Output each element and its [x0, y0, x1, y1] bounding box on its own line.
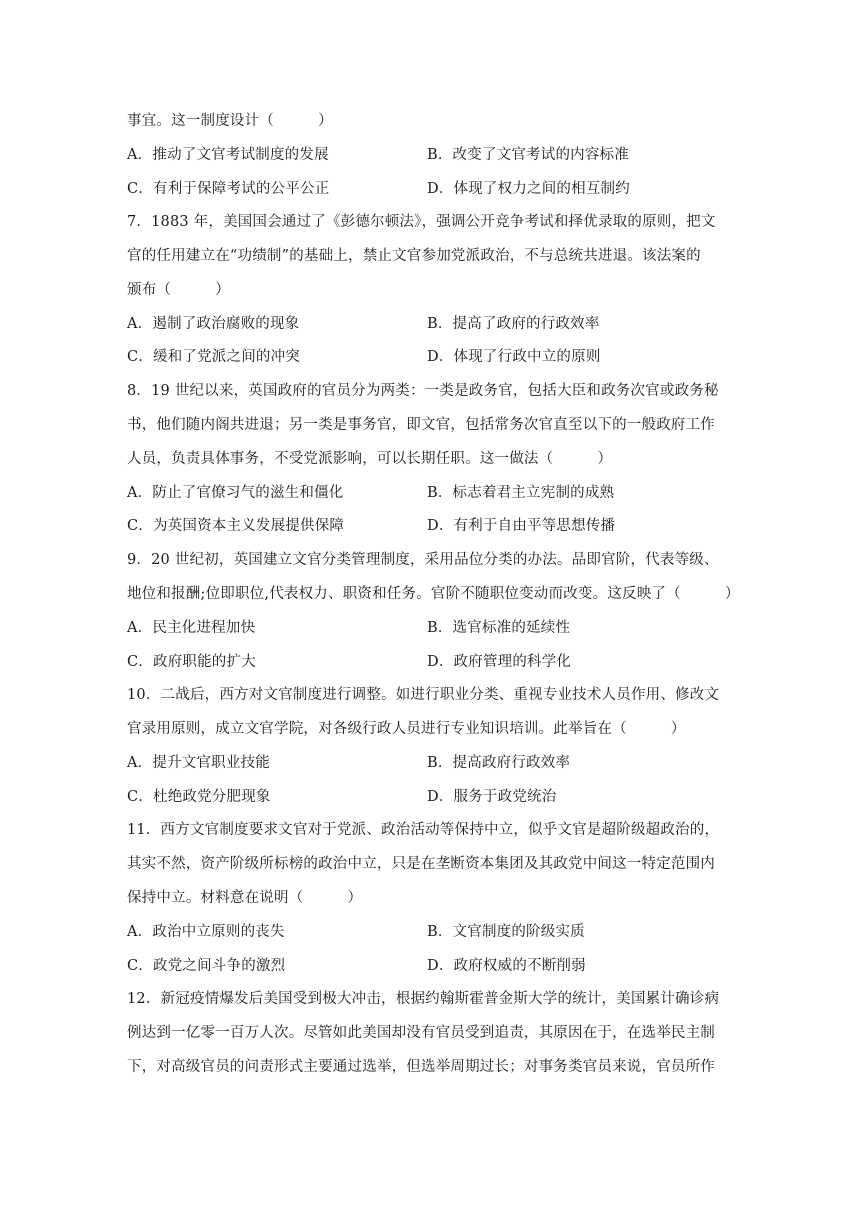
q11-option-a: A．政治中立原则的丧失: [127, 924, 285, 940]
q7-option-c: C．缓和了党派之间的冲突: [127, 349, 300, 365]
q8-option-b: B．标志着君主立宪制的成熟: [427, 485, 615, 501]
q7-stem-line-2: 官的任用建立在“功绩制”的基础上，禁止文官参加党派政治，不与总统共进退。该法案的: [127, 248, 701, 264]
q7-stem-line-1: 7．1883 年，美国国会通过了《彭德尔顿法》，强调公开竞争考试和择优录取的原则，把文: [127, 214, 716, 230]
q6-option-d: D．体现了权力之间的相互制约: [427, 181, 630, 197]
q10-option-a: A．提升文官职业技能: [127, 755, 270, 771]
q9-option-a: A．民主化进程加快: [127, 620, 256, 636]
q9-stem-line-2: 地位和报酬;位即职位,代表权力、职资和任务。官阶不随职位变动而改变。这反映了（ ）: [127, 586, 740, 602]
question-6-stem-tail: 事宜。这一制度设计（ ）: [127, 113, 333, 129]
q12-stem-line-1: 12．新冠疫情爆发后美国受到极大冲击，根据约翰斯霍普金斯大学的统计，美国累计确诊病: [127, 991, 720, 1007]
q6-option-b: B．改变了文官考试的内容标准: [427, 147, 629, 163]
q9-option-b: B．选官标准的延续性: [427, 620, 571, 636]
q7-option-d: D．体现了行政中立的原则: [427, 349, 601, 365]
q10-stem-line-2: 官录用原则，成立文官学院，对各级行政人员进行专业知识培训。此举旨在（ ）: [127, 721, 686, 737]
q12-stem-line-2: 例达到一亿零一百万人次。尽管如此美国却没有官员受到追责，其原因在于，在选举民主制: [127, 1025, 715, 1041]
q10-stem-line-1: 10．二战后，西方对文官制度进行调整。如进行职业分类、重视专业技术人员作用、修改文: [127, 687, 720, 703]
q9-stem-line-1: 9．20 世纪初，英国建立文官分类管理制度，采用品位分类的办法。品即官阶，代表等级、: [127, 552, 719, 568]
q11-option-c: C．政党之间斗争的激烈: [127, 958, 286, 974]
q8-stem-line-1: 8．19 世纪以来，英国政府的官员分为两类：一类是政务官，包括大臣和政务次官或政务秘: [127, 383, 719, 399]
q8-option-a: A．防止了官僚习气的滋生和僵化: [127, 485, 344, 501]
q8-stem-line-3: 人员，负责具体事务，不受党派影响，可以长期任职。这一做法（ ）: [127, 451, 613, 467]
q10-option-c: C．杜绝政党分肥现象: [127, 789, 271, 805]
q11-stem-line-1: 11．西方文官制度要求文官对于党派、政治活动等保持中立，似乎文官是超阶级超政治的，: [127, 822, 720, 838]
q6-option-a: A．推动了文官考试制度的发展: [127, 147, 329, 163]
q8-option-c: C．为英国资本主义发展提供保障: [127, 518, 345, 534]
q8-stem-line-2: 书，他们随内阁共进退；另一类是事务官，即文官，包括常务次官直至以下的一般政府工作: [127, 417, 715, 433]
q9-option-d: D．政府管理的科学化: [427, 654, 572, 670]
q9-option-c: C．政府职能的扩大: [127, 654, 256, 670]
q12-stem-line-3: 下，对高级官员的问责形式主要通过选举，但选举周期过长；对事务类官员来说，官员所作: [127, 1059, 715, 1075]
q7-stem-line-3: 颁布（ ）: [127, 282, 230, 298]
q11-option-d: D．政府权威的不断削弱: [427, 958, 586, 974]
q10-option-b: B．提高政府行政效率: [427, 755, 571, 771]
q11-stem-line-3: 保持中立。材料意在说明（ ）: [127, 890, 363, 906]
q11-option-b: B．文官制度的阶级实质: [427, 924, 585, 940]
q8-option-d: D．有利于自由平等思想传播: [427, 518, 616, 534]
q7-option-a: A．遏制了政治腐败的现象: [127, 316, 300, 332]
q11-stem-line-2: 其实不然，资产阶级所标榜的政治中立，只是在垄断资本集团及其政党中间这一特定范围内: [127, 856, 715, 872]
q10-option-d: D．服务于政党统治: [427, 789, 557, 805]
q6-option-c: C．有利于保障考试的公平公正: [127, 181, 330, 197]
q7-option-b: B．提高了政府的行政效率: [427, 316, 600, 332]
